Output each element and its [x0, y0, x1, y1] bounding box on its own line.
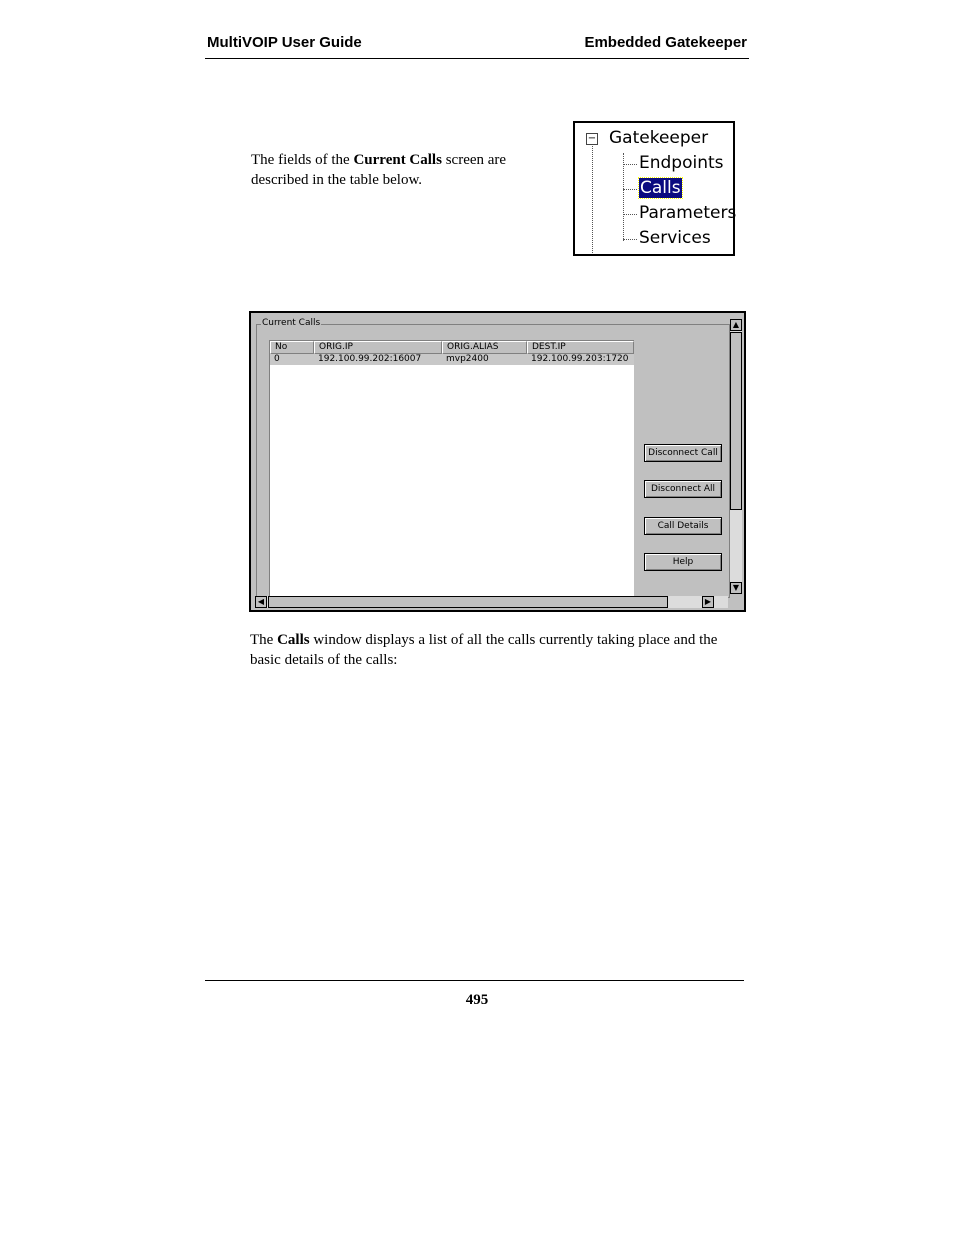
disconnect-call-button[interactable]: Disconnect Call — [644, 444, 722, 462]
disconnect-all-button[interactable]: Disconnect All — [644, 480, 722, 498]
tree-item-endpoints[interactable]: Endpoints — [639, 153, 724, 173]
tree-connector — [623, 164, 637, 165]
cell-orig-alias: mvp2400 — [446, 354, 489, 364]
call-details-button[interactable]: Call Details — [644, 517, 722, 535]
tree-branch-line — [623, 153, 624, 241]
column-orig-ip[interactable]: ORIG.IP — [314, 341, 442, 354]
cell-dest-ip: 192.100.99.203:1720 — [531, 354, 629, 364]
list-header — [270, 341, 634, 354]
intro-text-end: screen are described in the table below. — [251, 152, 507, 188]
header-rule — [205, 58, 749, 59]
vertical-scrollbar[interactable] — [730, 319, 742, 594]
gatekeeper-tree — [573, 121, 735, 256]
current-calls-window — [249, 311, 746, 612]
scroll-down-icon[interactable]: ▼ — [730, 582, 742, 594]
header-section: Embedded Gatekeeper — [584, 34, 747, 51]
tree-item-services[interactable]: Services — [639, 228, 711, 248]
desc-text-end: window displays a list of all the calls currently taking place and the basic details of the calls: — [250, 632, 718, 668]
horizontal-scrollbar[interactable] — [255, 596, 728, 608]
intro-paragraph — [251, 150, 541, 190]
tree-root-gatekeeper[interactable]: Gatekeeper — [609, 128, 709, 148]
horizontal-scroll-thumb[interactable] — [268, 596, 668, 608]
cell-orig-ip: 192.100.99.202:16007 — [318, 354, 422, 364]
calls-list[interactable] — [269, 340, 634, 596]
group-title: Current Calls — [262, 318, 321, 328]
column-dest-ip[interactable]: DEST.IP — [527, 341, 634, 354]
scroll-up-icon[interactable]: ▲ — [730, 319, 742, 331]
tree-connector — [623, 189, 637, 190]
page-number: 495 — [465, 992, 489, 1008]
vertical-scroll-thumb[interactable] — [730, 332, 742, 510]
desc-text-start: The — [250, 632, 278, 648]
tree-connector — [623, 239, 637, 240]
collapse-icon[interactable]: − — [587, 133, 597, 144]
column-no[interactable]: No — [270, 341, 314, 354]
cell-no: 0 — [274, 354, 280, 364]
header-title: MultiVOIP User Guide — [207, 34, 362, 51]
tree-trunk-line — [592, 143, 593, 253]
tree-item-calls[interactable]: Calls — [640, 178, 681, 198]
desc-bold: Calls — [277, 632, 310, 648]
intro-bold: Current Calls — [353, 152, 442, 168]
scroll-left-icon[interactable]: ◀ — [255, 596, 267, 608]
intro-text-start: The fields of the — [251, 152, 354, 168]
tree-item-parameters[interactable]: Parameters — [639, 203, 737, 223]
description-paragraph — [250, 630, 745, 670]
scroll-right-icon[interactable]: ▶ — [702, 596, 714, 608]
footer-rule — [205, 980, 744, 981]
table-row[interactable] — [270, 354, 634, 365]
help-button[interactable]: Help — [644, 553, 722, 571]
column-orig-alias[interactable]: ORIG.ALIAS — [442, 341, 527, 354]
tree-connector — [623, 214, 637, 215]
